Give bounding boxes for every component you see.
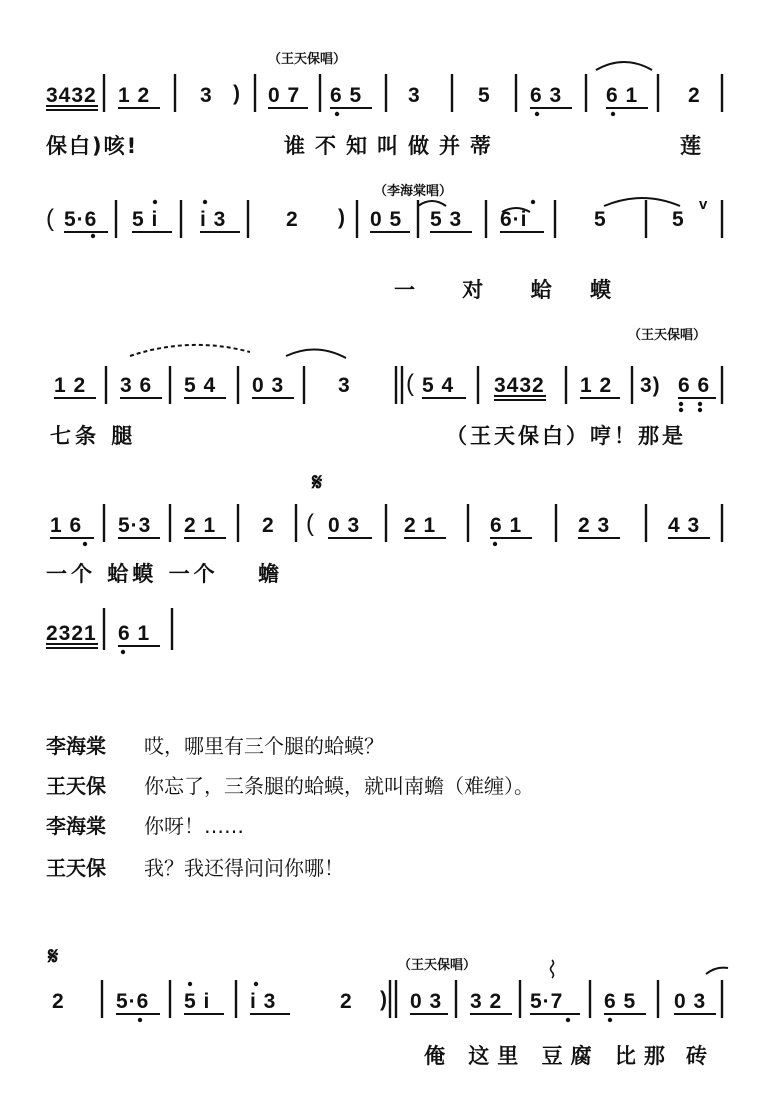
- lyric-line: 俺 这里 豆腐 比那: [424, 1044, 673, 1068]
- lyric-line: 砖: [686, 1044, 717, 1068]
- lyric-line: 莲: [680, 134, 711, 158]
- note-group: 6 5: [604, 990, 637, 1013]
- lyric-line: 蟆: [590, 278, 621, 302]
- note-group: i 3: [250, 990, 277, 1013]
- note-group: 1 2: [118, 84, 151, 107]
- note-group: 6 3: [530, 84, 563, 107]
- octave-dot: [91, 234, 95, 238]
- note-group: 6 6: [678, 374, 711, 397]
- note-group: 5·6: [116, 990, 150, 1013]
- note-group: 0 5: [370, 208, 403, 231]
- note-group: 3): [640, 374, 661, 397]
- note-group: 2: [340, 990, 353, 1013]
- dialogue-text: 你忘了，三条腿的蛤蟆，就叫南蟾（难缠）。: [144, 774, 534, 798]
- note-group: 0 7: [268, 84, 301, 107]
- note-group: 5 i: [132, 208, 159, 231]
- note-group: i 3: [200, 208, 227, 231]
- note-group: 5 4: [422, 374, 455, 397]
- note-group: 2: [52, 990, 65, 1013]
- note-group: 6 1: [606, 84, 639, 107]
- slur: [502, 208, 530, 212]
- note-group: 2: [262, 514, 275, 537]
- note-group: 6 1: [118, 622, 151, 645]
- note-group: 5·7: [530, 990, 564, 1013]
- note-group: 2: [688, 84, 701, 107]
- note-group: 1 2: [580, 374, 613, 397]
- note-group: 2 1: [184, 514, 217, 537]
- lyric-line: 七条 腿: [50, 424, 137, 448]
- dialogue-text: 你呀！……: [144, 814, 244, 838]
- octave-dot: [679, 408, 683, 412]
- singer-label: （王天保唱）: [398, 958, 477, 973]
- segno-sign: 𝄋: [312, 468, 323, 496]
- breath-mark: v: [699, 196, 708, 213]
- note-group: 0 3: [328, 514, 361, 537]
- singer-label: （李海棠唱）: [374, 184, 453, 199]
- note-group: 1 6: [50, 514, 83, 537]
- note-group: 5 4: [184, 374, 217, 397]
- note-group: 2 3: [578, 514, 611, 537]
- octave-dot: [531, 200, 535, 204]
- note-group: 0 3: [674, 990, 707, 1013]
- octave-dot: [335, 112, 339, 116]
- note-group: 1 2: [54, 374, 87, 397]
- note-group: 5: [594, 208, 607, 231]
- note-group: 3: [408, 84, 421, 107]
- note-group: 5: [478, 84, 491, 107]
- note-group: 3432: [494, 374, 545, 397]
- note-group: 0 3: [252, 374, 285, 397]
- note-group: 3 6: [120, 374, 153, 397]
- slur: [706, 968, 728, 974]
- note-group: 6·i: [500, 208, 528, 231]
- note-group: (: [306, 510, 315, 537]
- note-group: 6 5: [330, 84, 363, 107]
- singer-label: （王天保唱）: [268, 52, 347, 67]
- note-group: 3: [338, 374, 351, 397]
- note-group: ): [380, 988, 388, 1011]
- dialogue-text: 我？我还得问问你哪！: [144, 856, 344, 880]
- lyric-line: （王天保白）哼！那是: [446, 424, 686, 448]
- octave-dot: [203, 200, 207, 204]
- note-group: 2: [286, 208, 299, 231]
- note-group: 3 2: [470, 990, 503, 1013]
- note-group: 5·3: [118, 514, 152, 537]
- octave-dot: [138, 1018, 142, 1022]
- note-group: 5·6: [64, 208, 98, 231]
- note-group: 2 1: [404, 514, 437, 537]
- octave-dot: [493, 542, 497, 546]
- octave-dot: [608, 1018, 612, 1022]
- octave-dot: [611, 112, 615, 116]
- octave-dot: [679, 402, 683, 406]
- octave-dot: [566, 1018, 570, 1022]
- singer-label: （王天保唱）: [628, 328, 707, 343]
- note-group: ): [338, 206, 346, 229]
- note-group: (: [46, 205, 55, 232]
- slur: [130, 345, 250, 356]
- octave-dot: [535, 112, 539, 116]
- speaker-name: 王天保: [46, 856, 106, 880]
- note-group: 5 i: [184, 990, 211, 1013]
- lyric-line: 保白)咳!: [46, 134, 139, 158]
- note-group: 5: [672, 208, 685, 231]
- note-group: (: [406, 370, 415, 397]
- lyric-line: 谁不知叫做并蒂: [284, 134, 501, 158]
- slur: [286, 349, 346, 358]
- note-group: 0 3: [410, 990, 443, 1013]
- octave-dot: [254, 982, 258, 986]
- speaker-name: 李海棠: [46, 814, 106, 838]
- note-group: 4 3: [668, 514, 701, 537]
- octave-dot: [698, 408, 702, 412]
- ornament-mark: [551, 960, 554, 978]
- slur: [418, 201, 446, 206]
- lyric-line: 一个 蛤蟆 一个: [46, 562, 219, 586]
- octave-dot: [153, 200, 157, 204]
- segno-sign: 𝄋: [48, 942, 59, 970]
- note-group: 3432: [46, 84, 97, 107]
- octave-dot: [121, 650, 125, 654]
- speaker-name: 王天保: [46, 774, 106, 798]
- note-group: 3: [200, 84, 213, 107]
- speaker-name: 李海棠: [46, 734, 106, 758]
- octave-dot: [698, 402, 702, 406]
- note-group: 5 3: [430, 208, 463, 231]
- note-group: ): [233, 82, 241, 105]
- lyric-line: 蟾: [258, 562, 289, 586]
- dialogue-text: 哎，哪里有三个腿的蛤蟆？: [144, 734, 384, 758]
- slur: [604, 198, 680, 206]
- octave-dot: [188, 982, 192, 986]
- octave-dot: [83, 542, 87, 546]
- lyric-line: 一 对 蛤: [394, 278, 572, 302]
- note-group: 6 1: [490, 514, 523, 537]
- note-group: 2321: [46, 622, 97, 645]
- slur: [596, 62, 652, 70]
